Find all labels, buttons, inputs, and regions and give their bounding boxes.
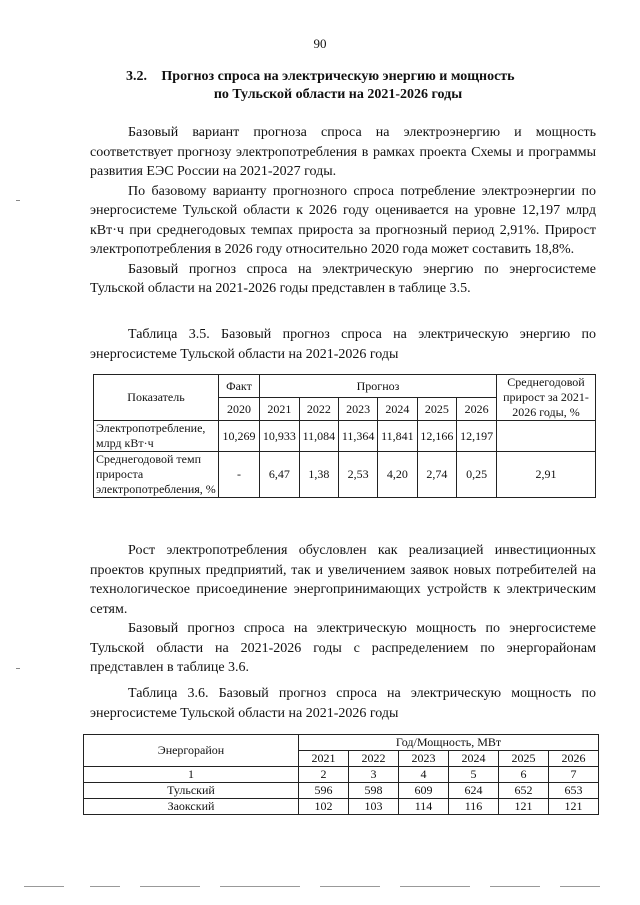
body-text-block1 xyxy=(90,123,596,299)
year-cell: 2021 xyxy=(299,751,349,767)
section-number: 3.2. xyxy=(126,69,147,84)
row-label: Среднегодовой темп прироста электропотребления, % xyxy=(94,452,219,498)
row-label: Электропотребление, млрд кВт·ч xyxy=(94,421,219,452)
value-cell: 11,841 xyxy=(378,421,417,452)
paragraph: Базовый прогноз спроса на электрическую мощность по энергосистеме Тульской области на 2021-2026 годы с распределением по энергорайонам представлен в таблице 3.6. xyxy=(90,621,596,675)
value-cell: 12,197 xyxy=(457,421,497,452)
value-cell: 652 xyxy=(499,783,549,799)
year-cell: 2023 xyxy=(338,398,377,421)
index-cell: 3 xyxy=(349,767,399,783)
table-3-6 xyxy=(83,734,599,815)
year-cell: 2022 xyxy=(349,751,399,767)
header-indicator: Показатель xyxy=(94,375,219,421)
page-number: 90 xyxy=(313,36,327,51)
header-fact: Факт xyxy=(219,375,260,398)
value-cell: 11,084 xyxy=(299,421,338,452)
year-cell: 2026 xyxy=(457,398,497,421)
year-cell: 2022 xyxy=(299,398,338,421)
value-cell: 609 xyxy=(399,783,449,799)
value-cell: 6,47 xyxy=(260,452,300,498)
index-cell: 7 xyxy=(549,767,599,783)
value-cell: 2,74 xyxy=(417,452,457,498)
table-row xyxy=(94,421,596,452)
value-cell: 1,38 xyxy=(299,452,338,498)
index-cell: 4 xyxy=(399,767,449,783)
year-cell: 2020 xyxy=(219,398,260,421)
header-growth: Среднегодовой прирост за 2021-2026 годы, % xyxy=(497,375,596,421)
value-cell: 103 xyxy=(349,799,399,815)
paragraph: Базовый вариант прогноза спроса на электроэнергию и мощность соответствует прогнозу электропотребления в рамках проекта Схемы и программы развития ЕЭС России на 2021-2027 годы. xyxy=(90,125,596,179)
year-cell: 2024 xyxy=(378,398,417,421)
value-cell: 653 xyxy=(549,783,599,799)
header-region: Энергорайон xyxy=(84,735,299,767)
growth-cell xyxy=(497,421,596,452)
year-cell: 2026 xyxy=(549,751,599,767)
value-cell: 114 xyxy=(399,799,449,815)
section-title-line1: Прогноз спроса на электрическую энергию и мощность xyxy=(161,69,515,84)
value-cell: 598 xyxy=(349,783,399,799)
value-cell: 116 xyxy=(449,799,499,815)
scan-mark xyxy=(16,668,20,669)
value-cell: 624 xyxy=(449,783,499,799)
value-cell: 11,364 xyxy=(338,421,377,452)
table-row xyxy=(84,783,599,799)
year-cell: 2021 xyxy=(260,398,300,421)
header-forecast: Прогноз xyxy=(260,375,497,398)
value-cell: - xyxy=(219,452,260,498)
section-heading xyxy=(90,68,586,104)
region-name: Заокский xyxy=(84,799,299,815)
value-cell: 10,933 xyxy=(260,421,300,452)
year-cell: 2023 xyxy=(399,751,449,767)
value-cell: 121 xyxy=(549,799,599,815)
header-year-group: Год/Мощность, МВт xyxy=(299,735,599,751)
paragraph: Рост электропотребления обусловлен как реализацией инвестиционных проектов крупных предприятий, так и увеличением заявок новых потребителей на технологическое присоединение энергопринимающих устройств к электрическим сетям. xyxy=(90,543,596,617)
value-cell: 121 xyxy=(499,799,549,815)
body-text-block2 xyxy=(90,541,596,678)
scan-artifacts xyxy=(0,886,640,888)
paragraph: Базовый прогноз спроса на электрическую энергию по энергосистеме Тульской области на 2021-2026 годы представлен в таблице 3.5. xyxy=(90,261,596,296)
growth-cell: 2,91 xyxy=(497,452,596,498)
value-cell: 596 xyxy=(299,783,349,799)
index-cell: 5 xyxy=(449,767,499,783)
table35-caption: Таблица 3.5. Базовый прогноз спроса на электрическую энергию по энергосистеме Тульской области на 2021-2026 годы xyxy=(90,327,596,362)
table-row xyxy=(84,767,599,783)
table-3-5 xyxy=(93,374,596,498)
scan-mark xyxy=(16,200,20,201)
index-cell: 1 xyxy=(84,767,299,783)
value-cell: 0,25 xyxy=(457,452,497,498)
paragraph: По базовому варианту прогнозного спроса потребление электроэнергии по энергосистеме Тульской области к 2026 году оценивается на уровне 12,197 млрд кВт·ч при среднегодовых темпах прироста за прогнозный период 2,91%. Прирост электропотребления в 2026 году относительно 2020 года может составить 18,8%. xyxy=(90,183,596,257)
table36-caption: Таблица 3.6. Базовый прогноз спроса на электрическую мощность по энергосистеме Тульской области на 2021-2026 годы xyxy=(90,686,596,721)
region-name: Тульский xyxy=(84,783,299,799)
value-cell: 10,269 xyxy=(219,421,260,452)
table-row xyxy=(94,452,596,498)
value-cell: 102 xyxy=(299,799,349,815)
index-cell: 2 xyxy=(299,767,349,783)
value-cell: 4,20 xyxy=(378,452,417,498)
year-cell: 2024 xyxy=(449,751,499,767)
year-cell: 2025 xyxy=(499,751,549,767)
section-title-line2: по Тульской области на 2021-2026 годы xyxy=(213,87,463,102)
year-cell: 2025 xyxy=(417,398,457,421)
value-cell: 12,166 xyxy=(417,421,457,452)
value-cell: 2,53 xyxy=(338,452,377,498)
table-row xyxy=(84,799,599,815)
index-cell: 6 xyxy=(499,767,549,783)
